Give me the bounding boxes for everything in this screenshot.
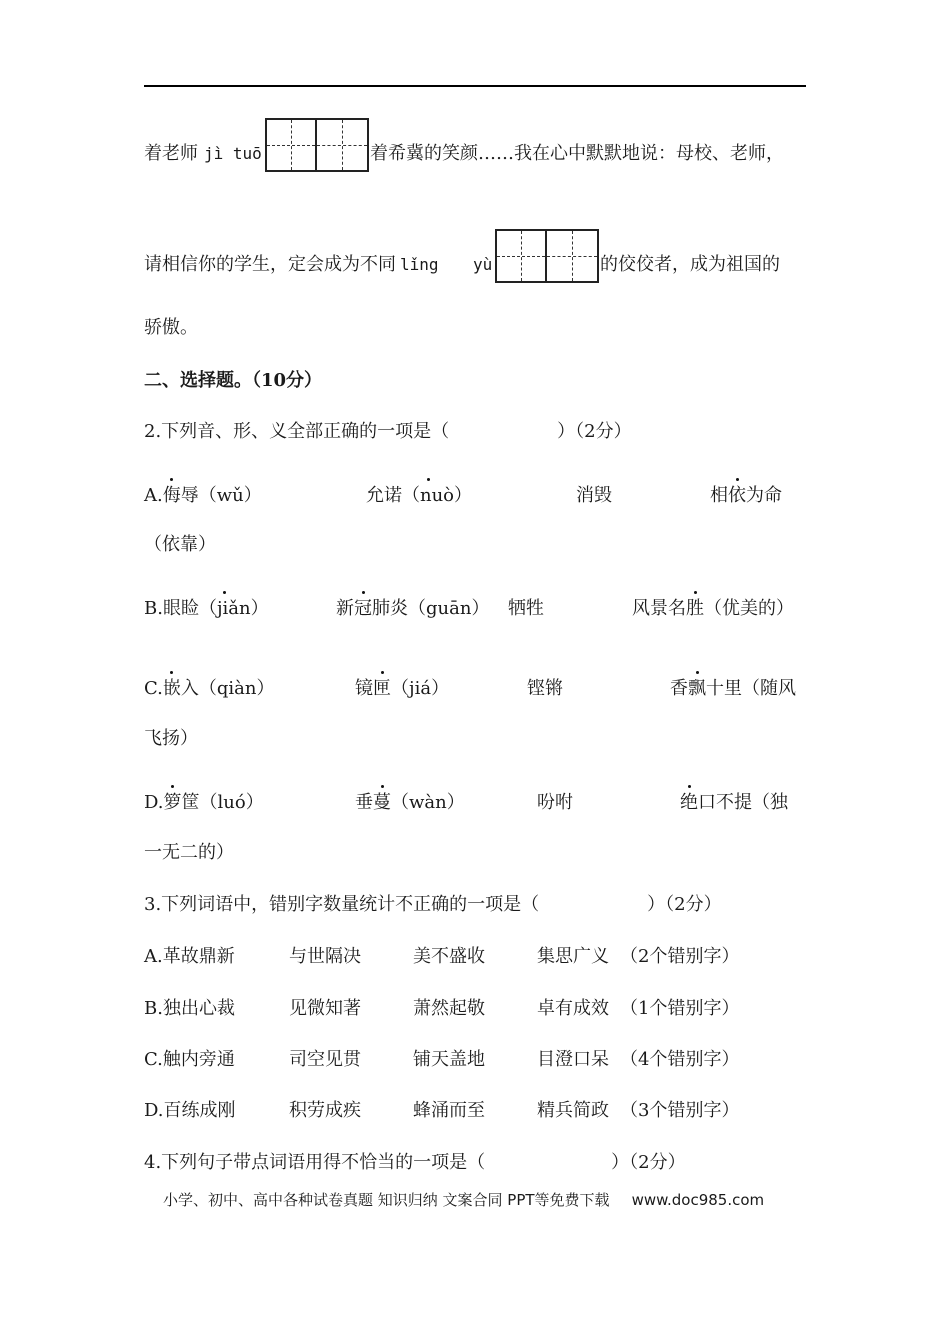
q2-a-word2: 允诺（nuò） <box>366 485 473 506</box>
grid-cell <box>317 120 367 170</box>
q2-a-cont: （依靠） <box>144 534 216 555</box>
q2-b-word3: 牺牲 <box>508 598 544 619</box>
grid-cell <box>497 231 547 281</box>
word: 卓有成效 <box>537 998 609 1019</box>
word: 蜂涌而至 <box>413 1100 485 1121</box>
option-label: D.百练成刚 <box>144 1100 236 1121</box>
para2-line: 请相信你的学生，定会成为不同 lǐng <box>144 254 439 275</box>
word: 积劳成疾 <box>289 1100 361 1121</box>
grid-cell <box>267 120 317 170</box>
word: 萧然起敬 <box>413 998 485 1019</box>
pinyin-ling: lǐng <box>400 255 439 274</box>
word: 司空见贯 <box>289 1049 361 1070</box>
para2-line-rest: 的佼佼者，成为祖国的 <box>600 254 780 275</box>
q2-c-word2: 镜匣（jiá） <box>355 678 450 699</box>
pinyin-ji-tuo: jì tuō <box>204 144 262 163</box>
word: 铺天盖地 <box>413 1049 485 1070</box>
q4-stem: 4.下列句子带点词语用得不恰当的一项是（ ）（2分） <box>144 1152 686 1173</box>
para1-line-rest: 着希冀的笑颜……我在心中默默地说：母校、老师， <box>370 143 784 164</box>
word: 美不盛收 <box>413 946 485 967</box>
grid-cell <box>547 231 597 281</box>
option-label: C.触内旁通 <box>144 1049 235 1070</box>
q2-option-a[interactable]: A.侮辱（wǔ） <box>144 485 262 506</box>
note: （1个错别字） <box>620 998 740 1019</box>
note: （3个错别字） <box>620 1100 740 1121</box>
q2-c-word4: 香飘十里（随风 <box>670 678 796 699</box>
word: 集思广义 <box>537 946 609 967</box>
para3-line: 骄傲。 <box>144 317 198 338</box>
q2-d-word3: 吩咐 <box>537 792 573 813</box>
header-rule <box>144 85 806 87</box>
answer-grid-2[interactable] <box>495 229 599 283</box>
q2-d-word2: 垂蔓（wàn） <box>355 792 465 813</box>
word: 与世隔决 <box>289 946 361 967</box>
q2-stem: 2.下列音、形、义全部正确的一项是（ ）（2分） <box>144 421 632 442</box>
section-title: 二、选择题。（10分） <box>144 370 323 391</box>
option-label: B.独出心裁 <box>144 998 235 1019</box>
q2-option-b[interactable]: B.眼睑（jiǎn） <box>144 598 269 619</box>
q2-b-word4: 风景名胜（优美的） <box>632 598 794 619</box>
word: 见微知著 <box>289 998 361 1019</box>
q2-a-word4: 相依为命 <box>710 485 782 506</box>
q2-c-word3: 铿锵 <box>527 678 563 699</box>
word: 精兵简政 <box>537 1100 609 1121</box>
option-label: A.革故鼎新 <box>144 946 235 967</box>
q2-option-d[interactable]: D.箩筐（luó） <box>144 792 264 813</box>
footer-text: 小学、初中、高中各种试卷真题 知识归纳 文案合同 PPT等免费下载 <box>163 1191 610 1209</box>
para1-line: 着老师 jì tuō <box>144 143 262 164</box>
q2-a-word3: 消毁 <box>576 485 612 506</box>
q3-stem: 3.下列词语中，错别字数量统计不正确的一项是（ ）（2分） <box>144 894 722 915</box>
q2-c-cont: 飞扬） <box>144 728 198 749</box>
note: （4个错别字） <box>620 1049 740 1070</box>
q2-b-word2: 新冠肺炎（guān） <box>336 598 490 619</box>
q2-d-cont: 一无二的） <box>144 842 234 863</box>
pinyin-yu: yù <box>473 255 493 274</box>
q2-d-word4: 绝口不提（独 <box>680 792 788 813</box>
footer <box>163 1189 764 1210</box>
footer-link[interactable]: www.doc985.com <box>631 1191 765 1209</box>
note: （2个错别字） <box>620 946 740 967</box>
q2-option-c[interactable]: C.嵌入（qiàn） <box>144 678 275 699</box>
word: 目澄口呆 <box>537 1049 609 1070</box>
answer-grid-1[interactable] <box>265 118 369 172</box>
